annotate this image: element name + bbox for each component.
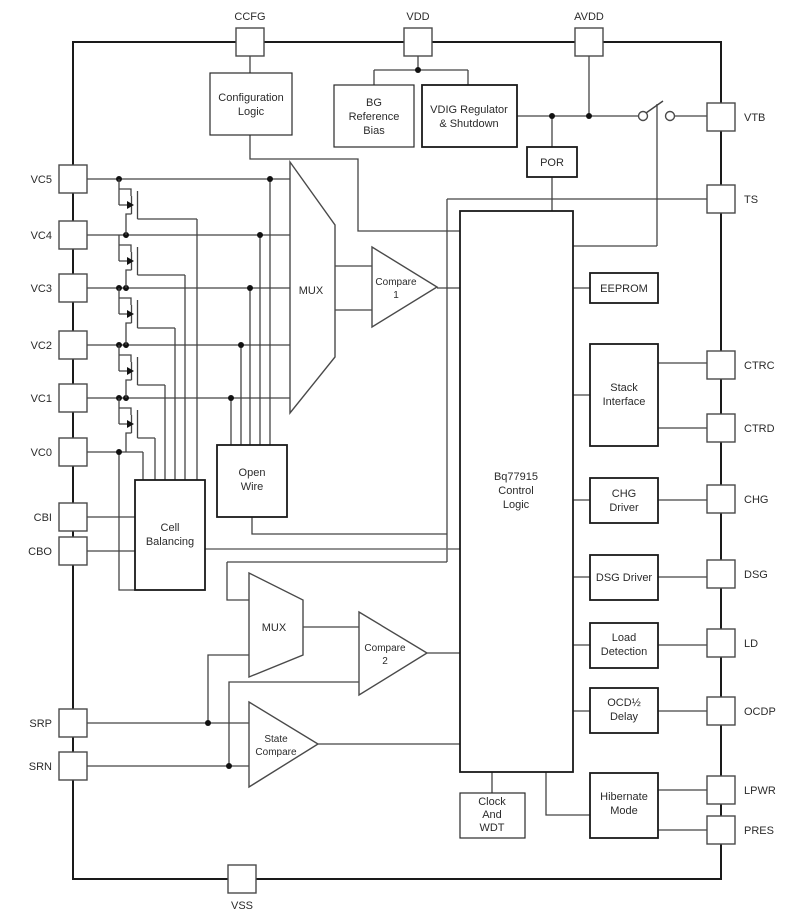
pin-cbo [59,537,87,565]
label-por: POR [540,157,564,169]
label-open-wire: Open [238,467,266,479]
label-cell-balancing: Cell [160,522,180,534]
pin-lpwr [707,776,735,804]
pin-label-vc0: VC0 [30,447,52,459]
label-control-logic: Control [498,485,534,497]
pin-label-vc1: VC1 [30,393,52,405]
block-configuration-logic [210,73,292,135]
pin-label-chg: CHG [744,494,769,506]
label-compare1: 1 [393,290,399,301]
label-configuration-logic: Logic [237,106,265,118]
mosfet-icon [119,345,165,398]
pin-ld [707,629,735,657]
pin-srn [59,752,87,780]
label-control-logic: Bq77915 [493,471,539,483]
label-cell-balancing: Balancing [145,536,195,548]
pin-label-ctrd: CTRD [744,423,775,435]
chip-border [73,42,721,879]
pin-label-ccfg: CCFG [234,11,266,23]
mosfet-icon [119,179,197,235]
pin-vc5 [59,165,87,193]
label-stack-interface: Interface [602,396,646,408]
label-chg-driver: Driver [609,502,639,514]
label-clock-wdt: WDT [479,822,505,834]
pin-dsg [707,560,735,588]
label-hibernate-mode: Mode [610,805,638,817]
label-ocd-delay: Delay [609,711,639,723]
pin-vc4 [59,221,87,249]
pin-label-vss: VSS [230,900,254,912]
label-load-detection: Detection [600,646,648,658]
pin-vc3 [59,274,87,302]
pin-ocdp [707,697,735,725]
label-open-wire: Wire [240,481,264,493]
pin-label-vc3: VC3 [30,283,52,295]
label-vdig-regulator: VDIG Regulator [430,104,508,116]
label-control-logic: Logic [502,499,530,511]
pin-cbi [59,503,87,531]
pin-label-ctrc: CTRC [744,360,775,372]
label-stack-interface: Stack [610,382,638,394]
mosfet-icon [119,288,175,345]
pin-chg [707,485,735,513]
pin-srp [59,709,87,737]
pin-label-srp: SRP [29,718,52,730]
pin-label-ts: TS [744,194,759,206]
label-mux2: MUX [261,622,287,634]
pin-avdd [575,28,603,56]
pin-label-vtb: VTB [744,112,766,124]
pin-label-vc4: VC4 [30,230,52,242]
pin-vtb [707,103,735,131]
pin-pres [707,816,735,844]
label-bg-reference-bias: Bias [363,125,385,137]
block-chg-driver [590,478,658,523]
pin-label-ld: LD [744,638,759,650]
mosfet-icon [119,235,185,288]
pin-ctrd [707,414,735,442]
label-mux1: MUX [298,285,324,297]
pin-ccfg [236,28,264,56]
pin-label-cbo: CBO [28,546,52,558]
pin-vc1 [59,384,87,412]
label-ocd-delay: OCD½ [607,697,641,709]
block-vdig-regulator [422,85,517,147]
label-load-detection: Load [611,632,637,644]
pin-vdd [404,28,432,56]
label-hibernate-mode: Hibernate [600,791,648,803]
mosfet-icon [119,398,155,452]
pin-label-srn: SRN [28,761,52,773]
label-configuration-logic: Configuration [218,92,284,104]
label-compare1: Compare [375,277,417,288]
pin-label-vdd: VDD [406,11,430,23]
label-bg-reference-bias: BG [366,97,382,109]
pin-vc2 [59,331,87,359]
label-state-compare: State [264,734,288,745]
label-chg-driver: CHG [611,488,637,500]
pin-label-vc5: VC5 [30,174,52,186]
label-dsg-driver: DSG Driver [595,572,653,584]
label-eeprom: EEPROM [600,283,648,295]
label-vdig-regulator: & Shutdown [439,118,499,130]
pin-label-cbi: CBI [33,512,52,524]
pin-label-dsg: DSG [744,569,768,581]
pin-label-lpwr: LPWR [744,785,776,797]
label-state-compare: Compare [255,747,297,758]
pin-ts [707,185,735,213]
pin-label-vc2: VC2 [30,340,52,352]
pin-ctrc [707,351,735,379]
label-compare2: 2 [382,656,388,667]
label-bg-reference-bias: Reference [348,111,400,123]
block-cell-balancing [135,480,205,590]
pin-label-ocdp: OCDP [744,706,776,718]
pin-vc0 [59,438,87,466]
pin-label-pres: PRES [744,825,774,837]
pin-label-avdd: AVDD [574,11,604,23]
label-compare2: Compare [364,643,406,654]
block-stack-interface [590,344,658,446]
label-clock-wdt: Clock [478,796,506,808]
label-clock-wdt: And [482,809,502,821]
pin-vss [228,865,256,893]
